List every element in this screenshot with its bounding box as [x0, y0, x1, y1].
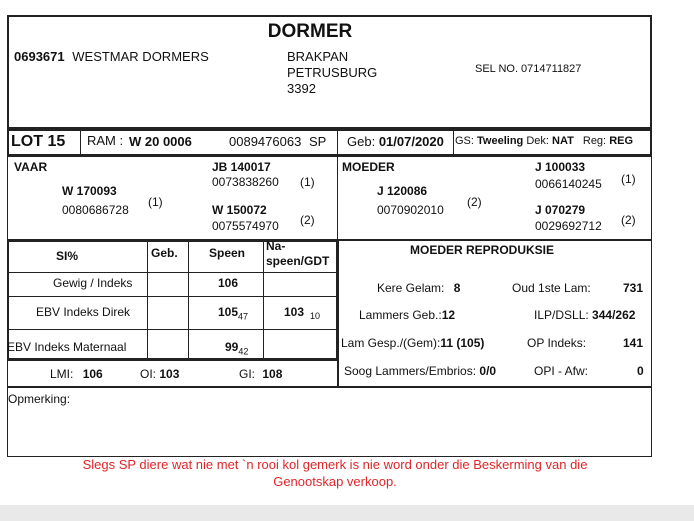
- soog-label: Soog Lammers/Embrios:: [344, 364, 477, 378]
- ram-label: RAM :: [87, 133, 124, 148]
- row-label-direk: EBV Indeks Direk: [36, 305, 131, 319]
- address-line-1: BRAKPAN: [287, 49, 349, 64]
- owner-line: [14, 49, 209, 64]
- notice-line-2: Genootskap verkoop.: [273, 474, 397, 489]
- naspeen-header-2: speen/GDT: [266, 254, 330, 268]
- geb-value: 01/07/2020: [378, 134, 444, 149]
- dam-grade: (2): [467, 195, 482, 209]
- geb-label: Geb:: [347, 134, 376, 149]
- opi-afw: [534, 364, 588, 378]
- dek-value: NAT: [552, 135, 574, 147]
- lam-gesp-label: Lam Gesp./(Gem):: [341, 336, 441, 350]
- ilp-dsll: [534, 308, 635, 322]
- gs-info: [455, 135, 633, 147]
- lammers-geb-label: Lammers Geb.:: [359, 308, 442, 322]
- address-line-3: 3392: [287, 81, 316, 96]
- oud-lam-value: 731: [623, 281, 644, 295]
- dam-number: 0070902010: [377, 203, 444, 217]
- card-title: DORMER: [267, 21, 353, 42]
- gs-value: Tweeling: [477, 135, 524, 147]
- kere-gelam-label: Kere Gelam:: [377, 281, 445, 295]
- sire-sire-id: JB 140017: [212, 160, 271, 174]
- opi-label: OPI - Afw:: [534, 364, 589, 378]
- oi-value: 103: [159, 367, 180, 381]
- row-naspeen-direk: [284, 305, 320, 321]
- dek-label: Dek:: [526, 135, 549, 147]
- lam-gesp-value: 11 (105): [440, 336, 485, 350]
- remarks-box: [7, 387, 652, 457]
- oi-label: OI:: [140, 367, 157, 381]
- speen-direk-value: 105: [218, 305, 239, 319]
- dam-sire-number: 0066140245: [535, 177, 602, 191]
- speen-maternaal-sub: 42: [238, 346, 249, 357]
- lammers-geb: [359, 308, 455, 322]
- sp-label: SP: [309, 134, 327, 149]
- oud-lam: [512, 281, 591, 295]
- sire-id: [62, 184, 117, 198]
- address-line-2: PETRUSBURG: [287, 65, 378, 80]
- lam-gesp: [341, 336, 484, 350]
- sire-sire-number: 0073838260: [212, 175, 279, 189]
- kere-gelam-value: 8: [453, 281, 461, 295]
- oi: [140, 367, 179, 381]
- lmi-value: 106: [82, 367, 103, 381]
- dam-label: MOEDER: [342, 160, 395, 174]
- ram-value: W 20 0006: [129, 134, 192, 149]
- row-speen-direk: [218, 305, 248, 321]
- geb-header: Geb.: [151, 246, 178, 260]
- soog-value: 0/0: [479, 364, 497, 378]
- op-label: OP Indeks:: [527, 336, 587, 350]
- gi: [239, 367, 282, 381]
- row-speen-gewig: 106: [218, 276, 239, 290]
- dam-dam-number: 0029692712: [535, 219, 602, 233]
- owner-code: 0693671: [14, 49, 65, 64]
- notice-line-1: Slegs SP diere wat nie met `n rooi kol gemerk is nie word onder die Beskerming van die: [82, 457, 588, 472]
- speen-header: Speen: [209, 246, 246, 260]
- sire-id-text: W 170093: [62, 184, 117, 198]
- sire-dam-id: W 150072: [212, 203, 267, 217]
- sire-label: VAAR: [14, 160, 48, 174]
- naspeen-direk-sub: 10: [310, 311, 321, 322]
- op-indeks: [527, 336, 586, 350]
- birth-date: [347, 134, 444, 149]
- dam-dam-id: J 070279: [535, 203, 586, 217]
- row-speen-maternaal: [225, 340, 248, 356]
- sire-dam-number: 0075574970: [212, 219, 279, 233]
- gs-label: GS:: [455, 135, 474, 147]
- oud-lam-label: Oud 1ste Lam:: [512, 281, 591, 295]
- row-label-maternaal: EBV Indeks Maternaal: [7, 340, 127, 354]
- naspeen-direk-value: 103: [284, 305, 305, 319]
- gi-label: GI:: [239, 367, 256, 381]
- lammers-geb-value: 12: [441, 308, 456, 322]
- naspeen-header-1: Na-: [266, 239, 286, 253]
- ilp-value: 344/262: [592, 308, 636, 322]
- owner-name: WESTMAR DORMERS: [72, 49, 209, 64]
- row-label-gewig: Gewig / Indeks: [53, 276, 133, 290]
- speen-direk-sub: 47: [238, 311, 249, 322]
- bottom-strip: [0, 505, 694, 521]
- lmi-label: LMI:: [50, 367, 74, 381]
- kere-gelam: [377, 281, 460, 295]
- opi-value: 0: [637, 364, 644, 378]
- ilp-label: ILP/DSLL:: [534, 308, 589, 322]
- sel-number: SEL NO. 0714711827: [475, 63, 582, 75]
- lmi: [50, 367, 103, 381]
- lot-number: LOT 15: [11, 133, 66, 150]
- dam-id: J 120086: [377, 184, 428, 198]
- reg-value: REG: [609, 135, 634, 147]
- soog-lammers: [344, 364, 496, 378]
- dam-dam-grade: (2): [621, 213, 636, 227]
- reg-label: Reg:: [582, 135, 607, 147]
- dam-sire-id: J 100033: [535, 160, 586, 174]
- gi-value: 108: [262, 367, 283, 381]
- animal-id-number: 0089476063: [229, 134, 302, 149]
- remarks-label: Opmerking:: [8, 392, 71, 406]
- sire-dam-grade: (2): [300, 213, 315, 227]
- sire-sire-grade: (1): [300, 175, 315, 189]
- sire-grade: (1): [148, 195, 163, 209]
- si-header: SI%: [56, 249, 79, 263]
- reproduction-title: MOEDER REPRODUKSIE: [410, 243, 555, 257]
- dam-sire-grade: (1): [621, 172, 636, 186]
- speen-maternaal-value: 99: [225, 340, 239, 354]
- sire-number: 0080686728: [62, 203, 129, 217]
- op-value: 141: [623, 336, 644, 350]
